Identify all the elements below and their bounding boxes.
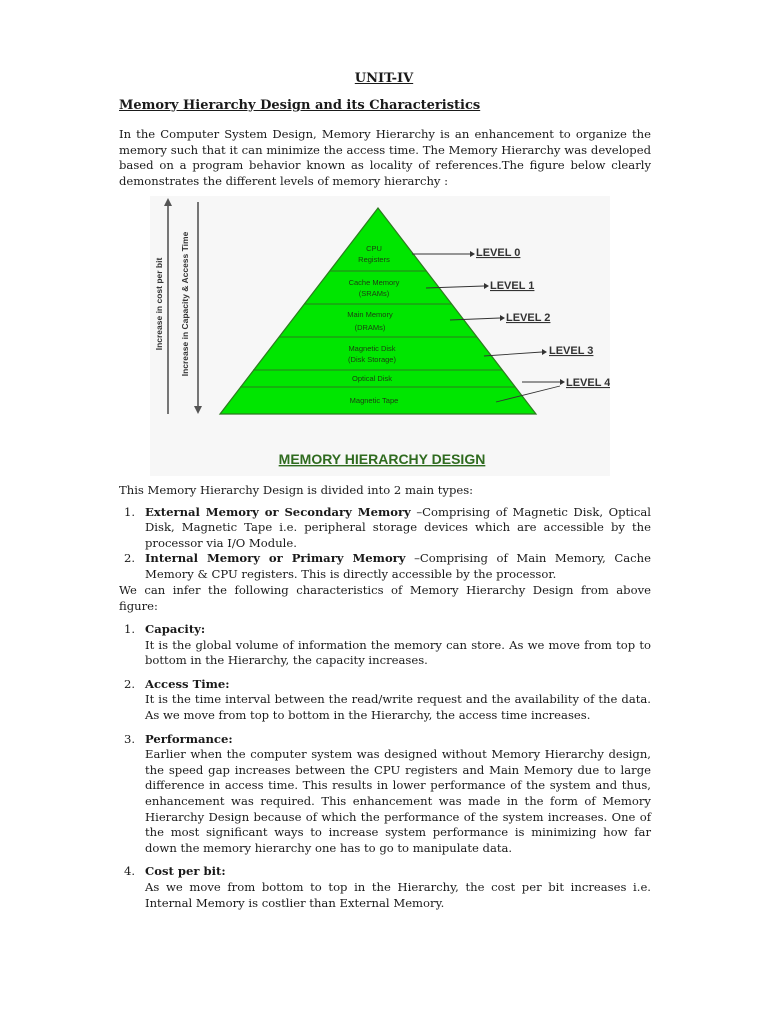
level-pointer-head — [542, 349, 547, 355]
item-text: It is the time interval between the read/write request and the availability of the data. As we move from top to bottom in the Hierarchy, the access time increases. — [145, 692, 651, 722]
item-title: Internal Memory or Primary Memory — [145, 551, 406, 566]
intro-paragraph: In the Computer System Design, Memory Hierarchy is an enhancement to organize the memory such that it can minimize the access time. The Memory Hierarchy was developed based on a program behavior known as locality of references.The figure below clearly demonstrates the different levels of memory hierarchy : — [119, 127, 651, 188]
level-pointer — [484, 352, 542, 356]
item-number: 2. — [124, 676, 136, 691]
list-item — [119, 677, 651, 724]
tier-label-main-1: Main Memory — [347, 310, 393, 319]
level-pointer-head — [500, 315, 505, 321]
item-number: 1. — [124, 505, 136, 519]
list-item — [119, 864, 651, 911]
item-title: Cost per bit: — [145, 864, 226, 879]
level-3-label: LEVEL 3 — [549, 345, 594, 357]
tier-label-cache-1: Cache Memory — [348, 278, 400, 287]
characteristics-list — [119, 622, 651, 919]
item-title: Capacity: — [145, 622, 206, 636]
memory-hierarchy-diagram — [150, 196, 610, 476]
tier-label-disk-1: Magnetic Disk — [348, 344, 396, 353]
item-number: 2. — [124, 551, 136, 566]
tier-label-cpu-1: CPU — [366, 244, 382, 253]
capacity-axis-label: Increase in Capacity & Access Time — [180, 231, 190, 377]
item-number: 1. — [124, 622, 136, 636]
tier-label-disk-2: (Disk Storage) — [348, 355, 396, 364]
figure-title: MEMORY HIERARCHY DESIGN — [278, 451, 486, 467]
page-heading: Memory Hierarchy Design and its Characteristics — [119, 98, 481, 113]
cost-arrow-head — [164, 198, 172, 206]
item-title: External Memory or Secondary Memory — [145, 505, 411, 519]
level-0-label: LEVEL 0 — [476, 247, 521, 259]
memory-types-list — [119, 505, 651, 582]
list-item — [119, 732, 651, 857]
item-number: 4. — [124, 864, 136, 879]
cost-axis-label: Increase in cost per bit — [154, 257, 164, 351]
list-item — [119, 505, 651, 551]
item-title: Performance: — [145, 731, 233, 746]
list-item — [119, 622, 651, 669]
item-title: Access Time: — [145, 676, 230, 691]
item-text: –Comprising of Magnetic Disk, Optical Disk, Magnetic Tape i.e. peripheral storage devices which are accessible by the processor via I/O Module. — [145, 505, 651, 550]
item-text: Earlier when the computer system was designed without Memory Hierarchy design, the speed gap increases between the CPU registers and Main Memory due to large difference in access time. This results in lower performance of the system and thus, enhancement was required. This enhancement was made in the form of Memory Hierarchy Design because of which the performance of the system increases. One of the most significant ways to increase system performance is minimizing how far down the memory hierarchy one has to go to manipulate data. — [145, 747, 651, 855]
unit-title: UNIT-IV — [354, 71, 414, 86]
item-text: As we move from bottom to top in the Hierarchy, the cost per bit increases i.e. Internal Memory is costlier than External Memory. — [145, 879, 651, 910]
list-item — [119, 551, 651, 582]
level-1-label: LEVEL 1 — [490, 280, 535, 292]
capacity-arrow-head — [194, 406, 202, 414]
level-pointer-head — [484, 283, 489, 289]
tier-label-optical: Optical Disk — [351, 374, 393, 383]
tier-label-cpu-2: Registers — [358, 255, 390, 264]
level-pointer-head — [560, 379, 565, 385]
level-pointer-head — [470, 251, 475, 257]
item-text: –Comprising of Main Memory, Cache Memory & CPU registers. This is directly accessible by the processor. — [145, 551, 652, 581]
memory-hierarchy-figure — [150, 196, 610, 476]
level-2-label: LEVEL 2 — [506, 312, 551, 324]
tier-label-cache-2: (SRAMs) — [358, 289, 390, 298]
types-intro: This Memory Hierarchy Design is divided into 2 main types: — [119, 483, 474, 497]
item-text: It is the global volume of information the memory can store. As we move from top to bottom in the Hierarchy, the capacity increases. — [145, 637, 651, 668]
tier-label-tape: Magnetic Tape — [349, 396, 399, 405]
tier-label-main-2: (DRAMs) — [354, 323, 386, 332]
level-4-label: LEVEL 4 — [566, 377, 610, 389]
infer-paragraph: We can infer the following characteristics of Memory Hierarchy Design from above figure: — [119, 583, 651, 613]
item-number: 3. — [124, 731, 136, 746]
